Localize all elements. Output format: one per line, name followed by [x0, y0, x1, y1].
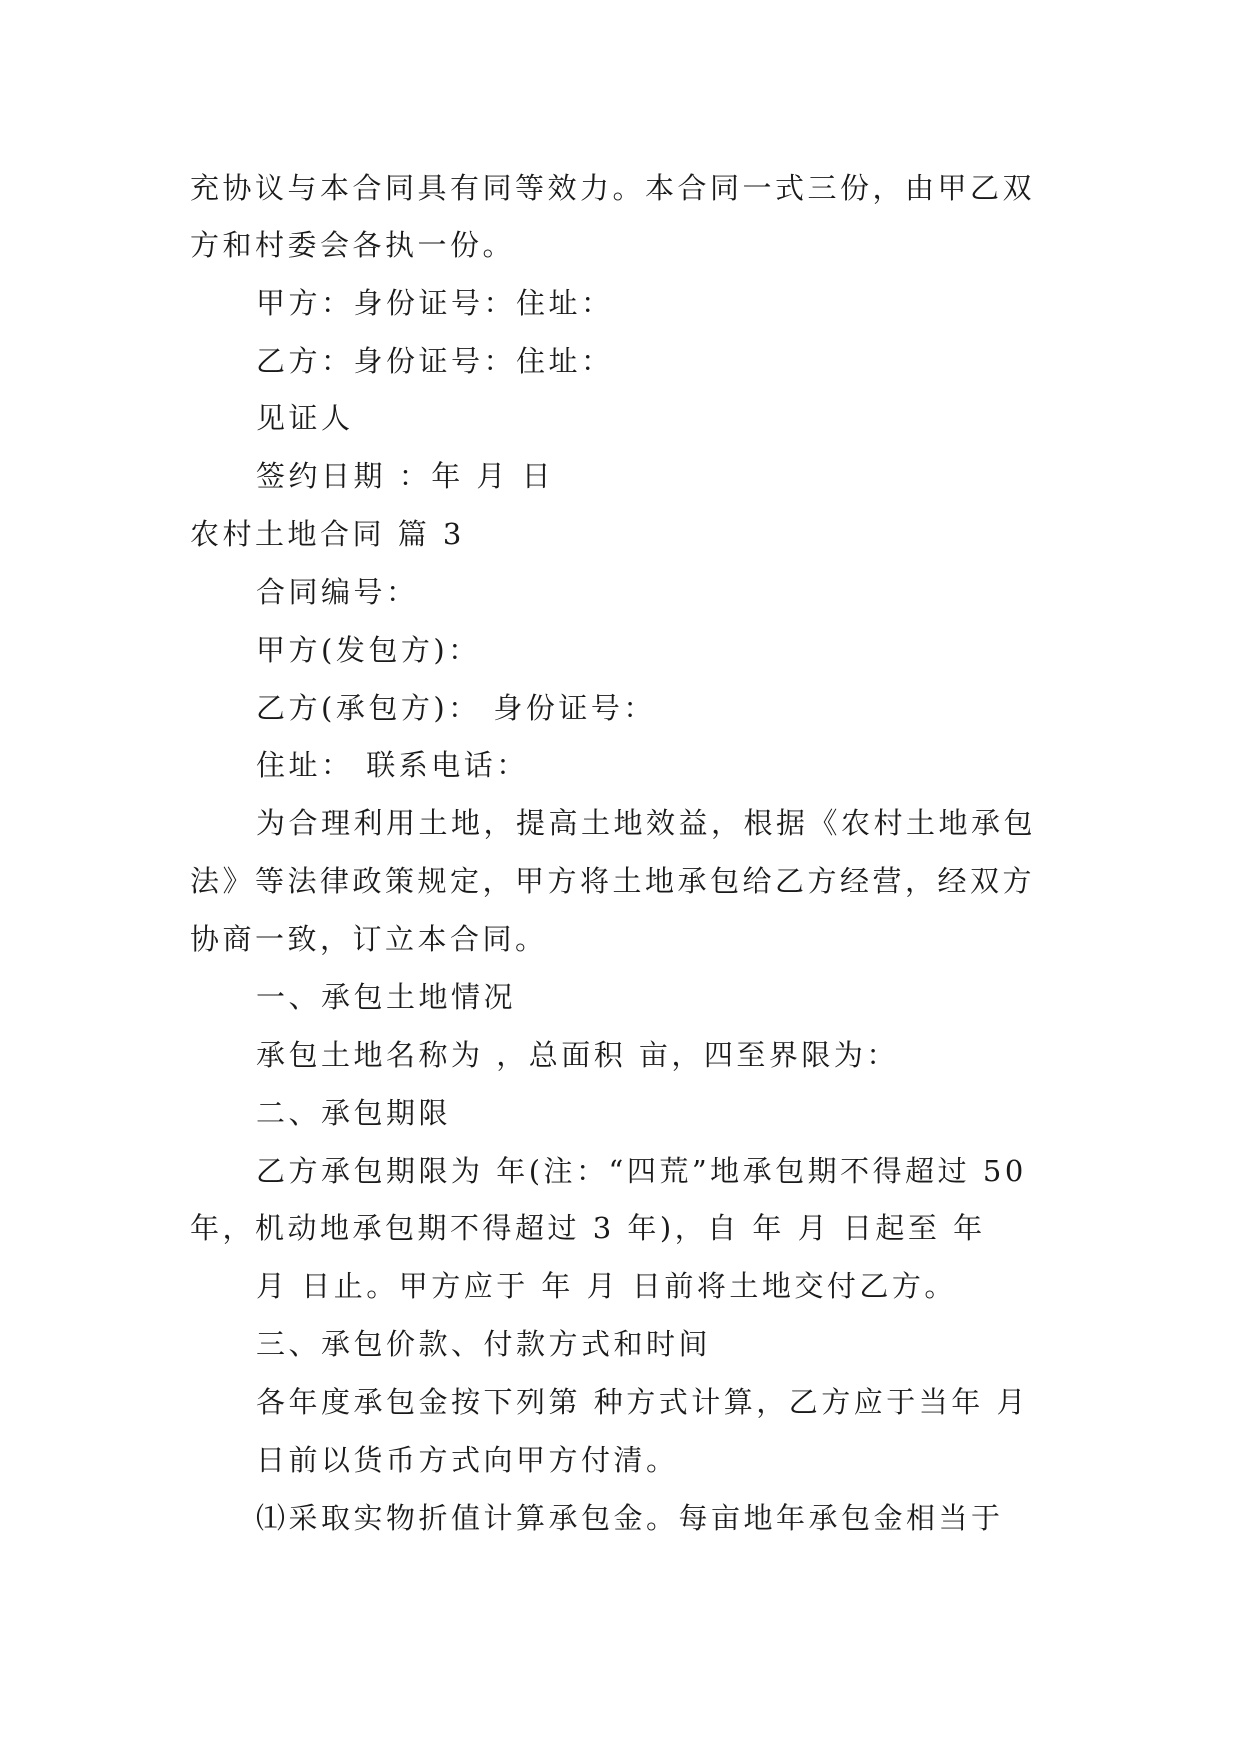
paragraph-line: 各年度承包金按下列第 种方式计算，乙方应于当年 月 — [256, 1385, 1029, 1419]
party-a-line: 甲方(发包方)： — [256, 633, 481, 667]
paragraph-line: 协商一致，订立本合同。 — [190, 922, 548, 956]
witness-line: 见证人 — [256, 401, 354, 435]
section-heading: 农村土地合同 篇 3 — [190, 517, 465, 551]
paragraph-line: 年，机动地承包期不得超过 3 年)，自 年 月 日起至 年 — [190, 1211, 986, 1245]
signing-date-line: 签约日期 ：年 月 日 — [256, 459, 555, 493]
contract-number-line: 合同编号： — [256, 575, 419, 609]
party-b-line: 乙方：身份证号：住址： — [256, 344, 614, 378]
paragraph-line: 日前以货币方式向甲方付清。 — [256, 1443, 679, 1477]
party-b-line: 乙方(承包方)： 身份证号： — [256, 691, 656, 725]
paragraph-line: ⑴采取实物折值计算承包金。每亩地年承包金相当于 — [256, 1501, 1004, 1535]
paragraph-line: 承包土地名称为 ，总面积 亩，四至界限为： — [256, 1038, 899, 1072]
paragraph-line: 月 日止。甲方应于 年 月 日前将土地交付乙方。 — [256, 1269, 957, 1303]
paragraph-line: 充协议与本合同具有同等效力。本合同一式三份，由甲乙双 — [190, 171, 1036, 205]
clause-heading: 二、承包期限 — [256, 1096, 452, 1130]
clause-heading: 三、承包价款、付款方式和时间 — [256, 1327, 712, 1361]
clause-heading: 一、承包土地情况 — [256, 980, 517, 1014]
address-line: 住址： 联系电话： — [256, 748, 529, 782]
paragraph-line: 方和村委会各执一份。 — [190, 228, 516, 262]
paragraph-line: 法》等法律政策规定，甲方将土地承包给乙方经营，经双方 — [190, 864, 1036, 898]
paragraph-line: 为合理利用土地，提高土地效益，根据《农村土地承包 — [256, 806, 1037, 840]
paragraph-line: 乙方承包期限为 年(注：“四荒”地承包期不得超过 50 — [256, 1154, 1027, 1188]
party-a-line: 甲方：身份证号：住址： — [256, 286, 614, 320]
